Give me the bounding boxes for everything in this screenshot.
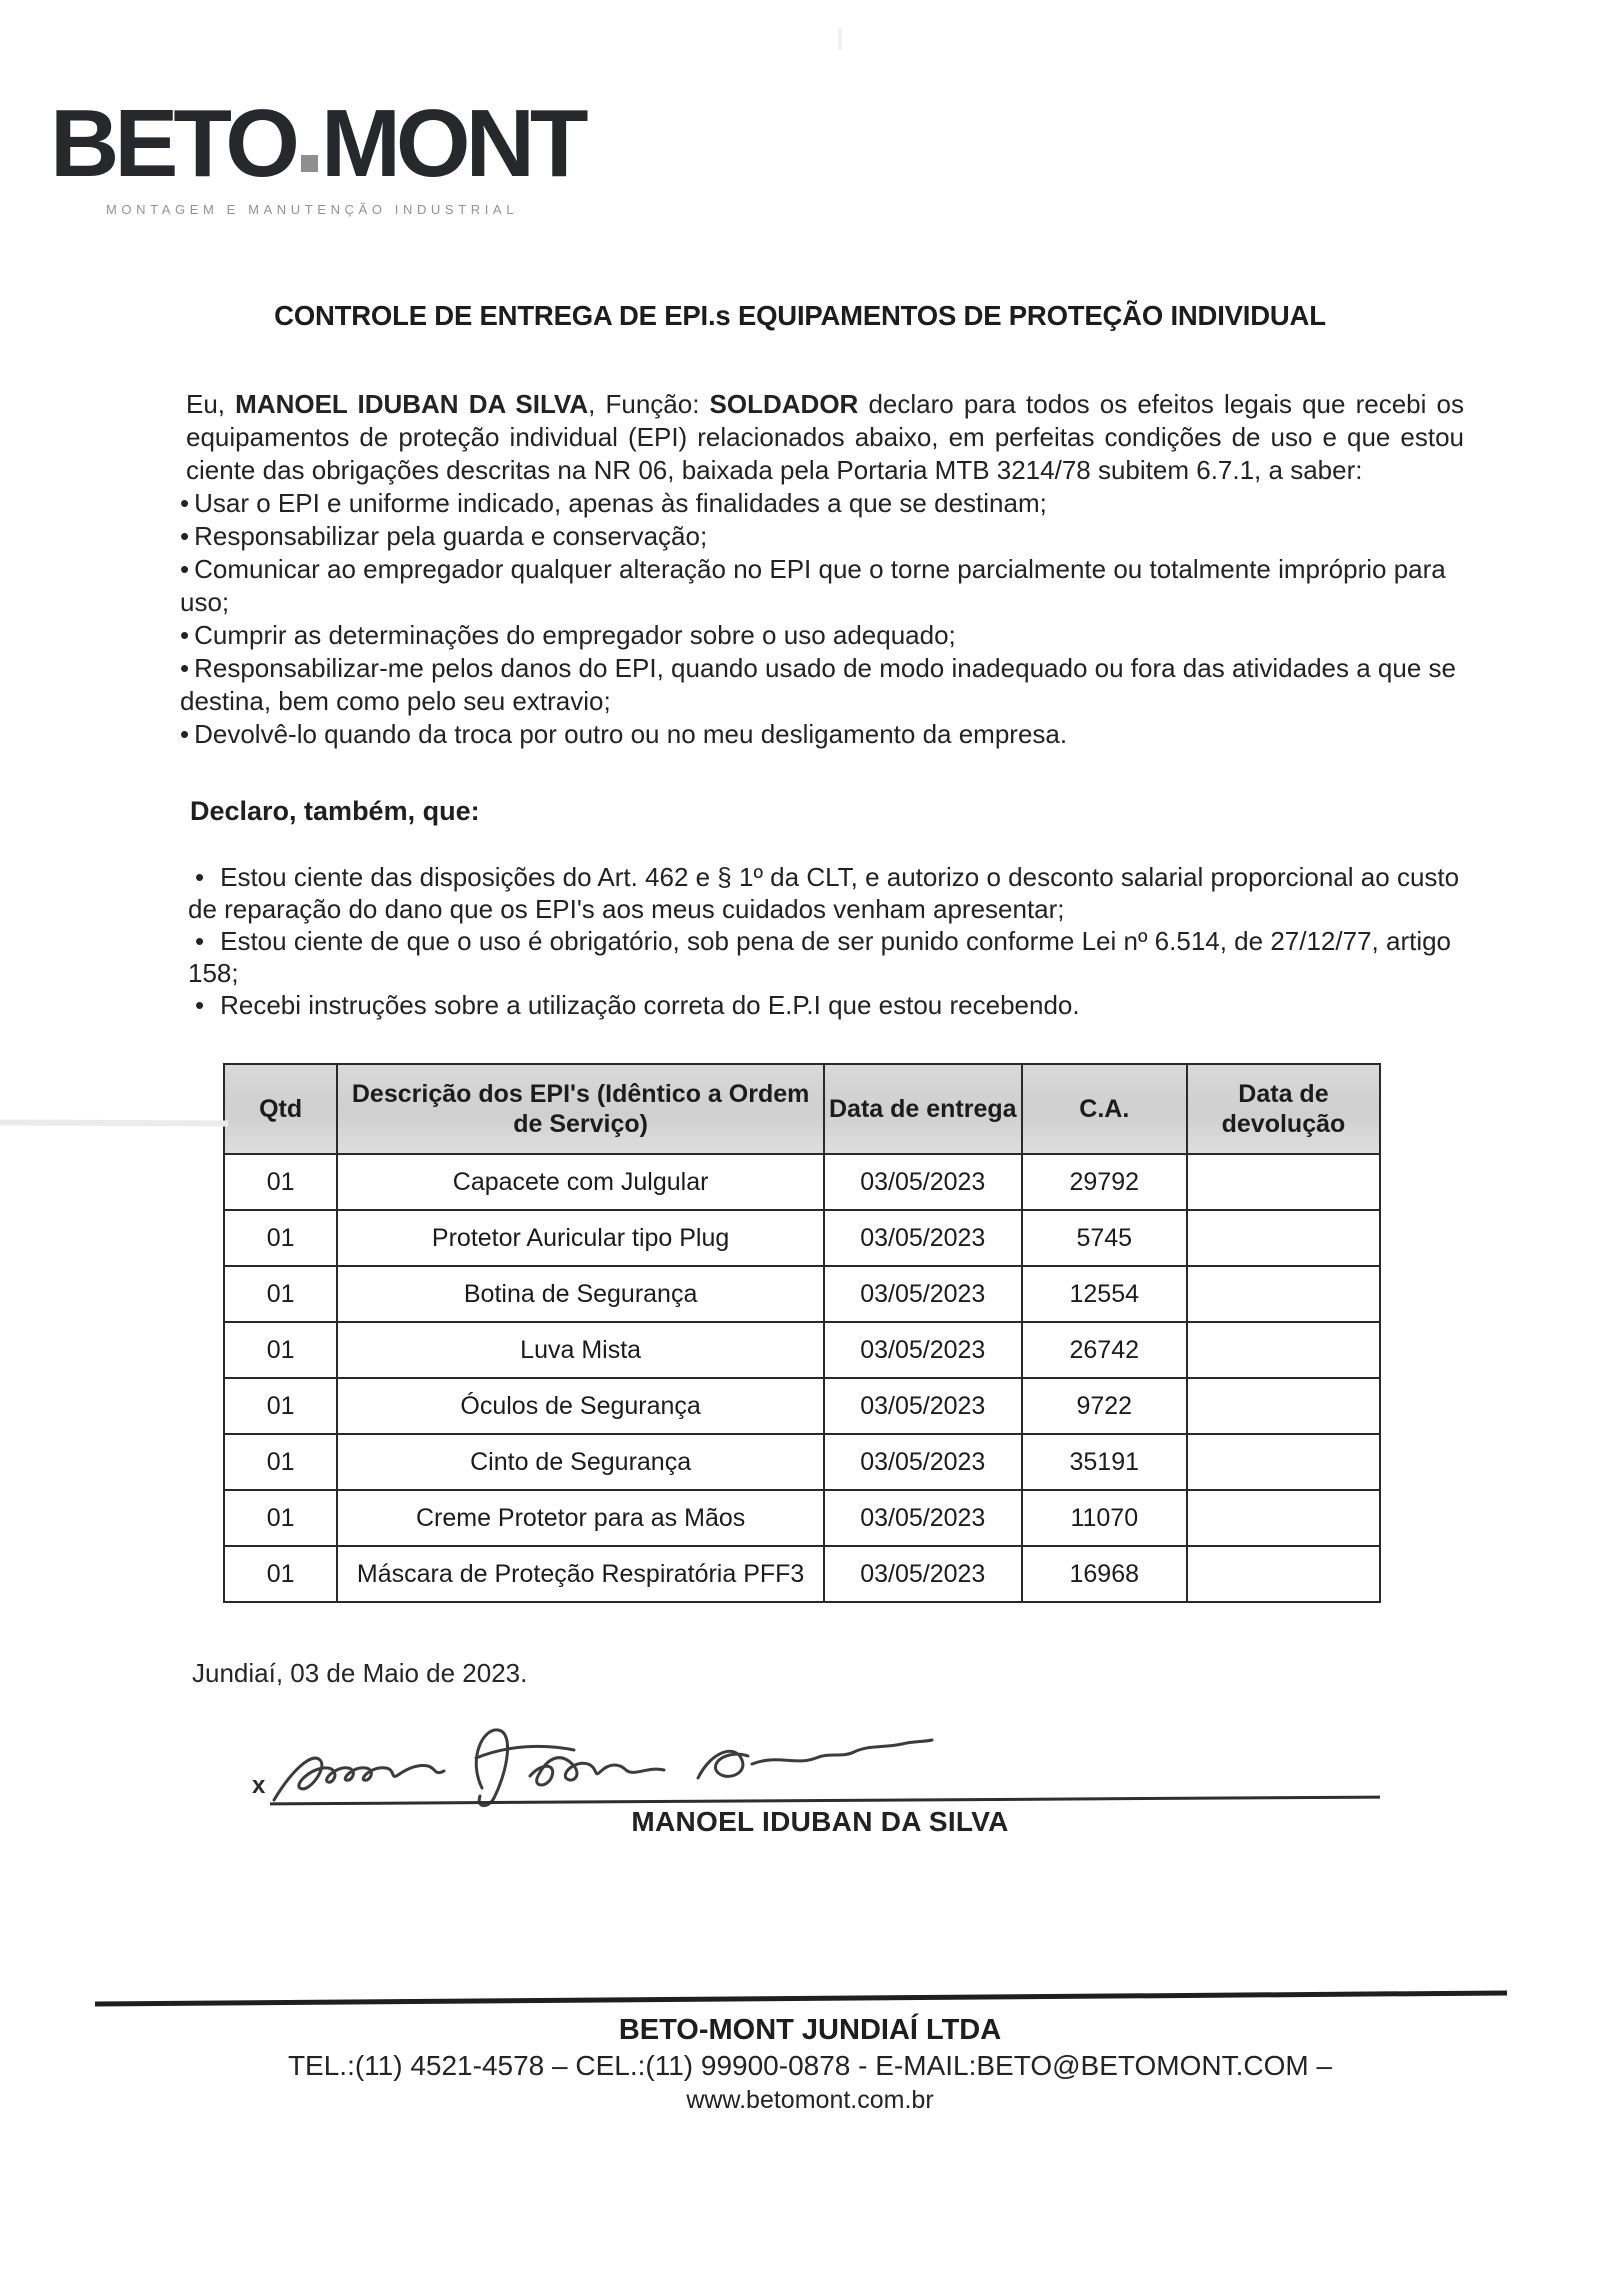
bullet-icon: • — [180, 488, 190, 518]
obligation-text: Usar o EPI e uniforme indicado, apenas às finalidades a que se destinam; — [194, 488, 1047, 518]
cell-data-entrega: 03/05/2023 — [824, 1154, 1022, 1210]
signature-x-mark: x — [252, 1772, 266, 1799]
intro-block — [180, 388, 1464, 751]
cell-data-entrega: 03/05/2023 — [824, 1546, 1022, 1602]
cell-ca: 11070 — [1022, 1490, 1187, 1546]
date-line: Jundiaí, 03 de Maio de 2023. — [192, 1658, 528, 1688]
declaration-text: Estou ciente de que o uso é obrigatório, sob pena de ser punido conforme Lei nº 6.514, de 27/12/77, artigo 158; — [188, 926, 1452, 988]
company-logo — [50, 90, 584, 217]
table-row — [224, 1490, 1380, 1546]
cell-data-entrega: 03/05/2023 — [824, 1210, 1022, 1266]
cell-ca: 29792 — [1022, 1154, 1187, 1210]
declaration-item — [188, 989, 1474, 1021]
obligations-list — [180, 487, 1464, 751]
declaration-text: Estou ciente das disposições do Art. 462 e § 1º da CLT, e autorizo o desconto salarial proporcional ao custo de reparação do dano que os EPI's aos meus cuidados venham apresentar; — [188, 862, 1460, 924]
epi-delivery-table — [223, 1063, 1381, 1603]
document-title: CONTROLE DE ENTREGA DE EPI.s EQUIPAMENTOS DE PROTEÇÃO INDIVIDUAL — [274, 300, 1326, 331]
bullet-icon: • — [180, 620, 190, 650]
cell-data-devolucao — [1187, 1546, 1380, 1602]
obligation-text: Responsabilizar pela guarda e conservação; — [194, 521, 708, 551]
cell-ca: 35191 — [1022, 1434, 1187, 1490]
cell-ca: 12554 — [1022, 1266, 1187, 1322]
declaration-item — [188, 925, 1474, 989]
obligation-item — [180, 718, 1464, 751]
table-row — [224, 1434, 1380, 1490]
table-row — [224, 1266, 1380, 1322]
cell-data-entrega: 03/05/2023 — [824, 1378, 1022, 1434]
obligation-text: Responsabilizar-me pelos danos do EPI, quando usado de modo inadequado ou fora das atividades a que se destina, bem como pelo seu extravio; — [180, 653, 1456, 716]
cell-qtd: 01 — [224, 1154, 337, 1210]
cell-qtd: 01 — [224, 1434, 337, 1490]
table-header-row — [224, 1064, 1380, 1154]
obligation-item — [180, 553, 1464, 619]
scan-artifact-streak — [0, 1120, 228, 1127]
bullet-icon: • — [180, 719, 190, 749]
logo-word-left: BETO — [50, 90, 295, 197]
obligation-text: Cumprir as determinações do empregador sobre o uso adequado; — [194, 620, 956, 650]
cell-data-entrega: 03/05/2023 — [824, 1322, 1022, 1378]
bullet-icon: • — [180, 554, 190, 584]
cell-ca: 9722 — [1022, 1378, 1187, 1434]
cell-descricao: Cinto de Segurança — [337, 1434, 824, 1490]
col-header-data-devolucao: Data de devolução — [1187, 1064, 1380, 1154]
logo-wordmark — [50, 90, 584, 197]
cell-ca: 26742 — [1022, 1322, 1187, 1378]
cell-qtd: 01 — [224, 1266, 337, 1322]
declaration-item — [188, 861, 1474, 925]
obligation-item — [180, 619, 1464, 652]
cell-qtd: 01 — [224, 1378, 337, 1434]
cell-descricao: Óculos de Segurança — [337, 1378, 824, 1434]
obligation-item — [180, 652, 1464, 718]
footer-company-name: BETO-MONT JUNDIAÍ LTDA — [618, 2014, 1002, 2046]
cell-data-devolucao — [1187, 1210, 1380, 1266]
bullet-icon: • — [195, 926, 205, 956]
bullet-icon: • — [195, 990, 205, 1020]
cell-data-entrega: 03/05/2023 — [824, 1434, 1022, 1490]
cell-ca: 5745 — [1022, 1210, 1187, 1266]
col-header-data-entrega: Data de entrega — [824, 1064, 1022, 1154]
logo-word-right: MONT — [320, 90, 584, 197]
cell-data-devolucao — [1187, 1154, 1380, 1210]
footer-contact-line: TEL.:(11) 4521-4578 – CEL.:(11) 99900-0878 - E-MAIL:BETO@BETOMONT.COM – — [287, 2050, 1333, 2081]
logo-square-dot-icon — [301, 155, 318, 172]
intro-mid: , Função: — [588, 389, 710, 419]
obligation-item — [180, 487, 1464, 520]
cell-data-entrega: 03/05/2023 — [824, 1266, 1022, 1322]
cell-descricao: Botina de Segurança — [337, 1266, 824, 1322]
signatory-name: MANOEL IDUBAN DA SILVA — [631, 1806, 1009, 1837]
cell-data-devolucao — [1187, 1266, 1380, 1322]
employee-name: MANOEL IDUBAN DA SILVA — [235, 389, 589, 419]
scan-artifact-mark — [838, 28, 842, 50]
obligation-item — [180, 520, 1464, 553]
cell-data-devolucao — [1187, 1322, 1380, 1378]
intro-post: declaro para todos os efeitos legais que recebi os equipamentos de proteção individual (EPI) relacionados abaixo, em perfeitas condições de uso e que estou ciente das obrigações descritas na NR 06, baixada pela Portaria MTB 3214/78 subitem 6.7.1, a saber: — [186, 389, 1464, 485]
cell-qtd: 01 — [224, 1322, 337, 1378]
cell-descricao: Protetor Auricular tipo Plug — [337, 1210, 824, 1266]
table-row — [224, 1546, 1380, 1602]
cell-data-devolucao — [1187, 1378, 1380, 1434]
cell-descricao: Luva Mista — [337, 1322, 824, 1378]
logo-tagline: MONTAGEM E MANUTENÇÃO INDUSTRIAL — [106, 202, 519, 217]
cell-qtd: 01 — [224, 1490, 337, 1546]
table-row — [224, 1154, 1380, 1210]
cell-data-entrega: 03/05/2023 — [824, 1490, 1022, 1546]
footer-divider — [95, 1990, 1507, 2006]
employee-role: SOLDADOR — [709, 389, 859, 419]
obligation-text: Devolvê-lo quando da troca por outro ou no meu desligamento da empresa. — [194, 719, 1068, 749]
col-header-descricao: Descrição dos EPI's (Idêntico a Ordem de Serviço) — [337, 1064, 824, 1154]
declarations-list — [188, 861, 1474, 1021]
obligation-text: Comunicar ao empregador qualquer alteração no EPI que o torne parcialmente ou totalmente impróprio para uso; — [180, 554, 1446, 617]
intro-paragraph — [186, 388, 1464, 487]
cell-descricao: Máscara de Proteção Respiratória PFF3 — [337, 1546, 824, 1602]
col-header-qtd: Qtd — [224, 1064, 337, 1154]
intro-pre: Eu, — [186, 389, 236, 419]
cell-ca: 16968 — [1022, 1546, 1187, 1602]
footer-website: www.betomont.com.br — [686, 2086, 934, 2114]
cell-data-devolucao — [1187, 1434, 1380, 1490]
cell-descricao: Capacete com Julgular — [337, 1154, 824, 1210]
table-row — [224, 1378, 1380, 1434]
bullet-icon: • — [195, 862, 205, 892]
declaro-heading: Declaro, também, que: — [190, 796, 480, 826]
cell-qtd: 01 — [224, 1546, 337, 1602]
bullet-icon: • — [180, 521, 190, 551]
col-header-ca: C.A. — [1022, 1064, 1187, 1154]
table-row — [224, 1322, 1380, 1378]
declaration-text: Recebi instruções sobre a utilização correta do E.P.I que estou recebendo. — [220, 990, 1080, 1020]
cell-data-devolucao — [1187, 1490, 1380, 1546]
table-row — [224, 1210, 1380, 1266]
cell-qtd: 01 — [224, 1210, 337, 1266]
bullet-icon: • — [180, 653, 190, 683]
cell-descricao: Creme Protetor para as Mãos — [337, 1490, 824, 1546]
